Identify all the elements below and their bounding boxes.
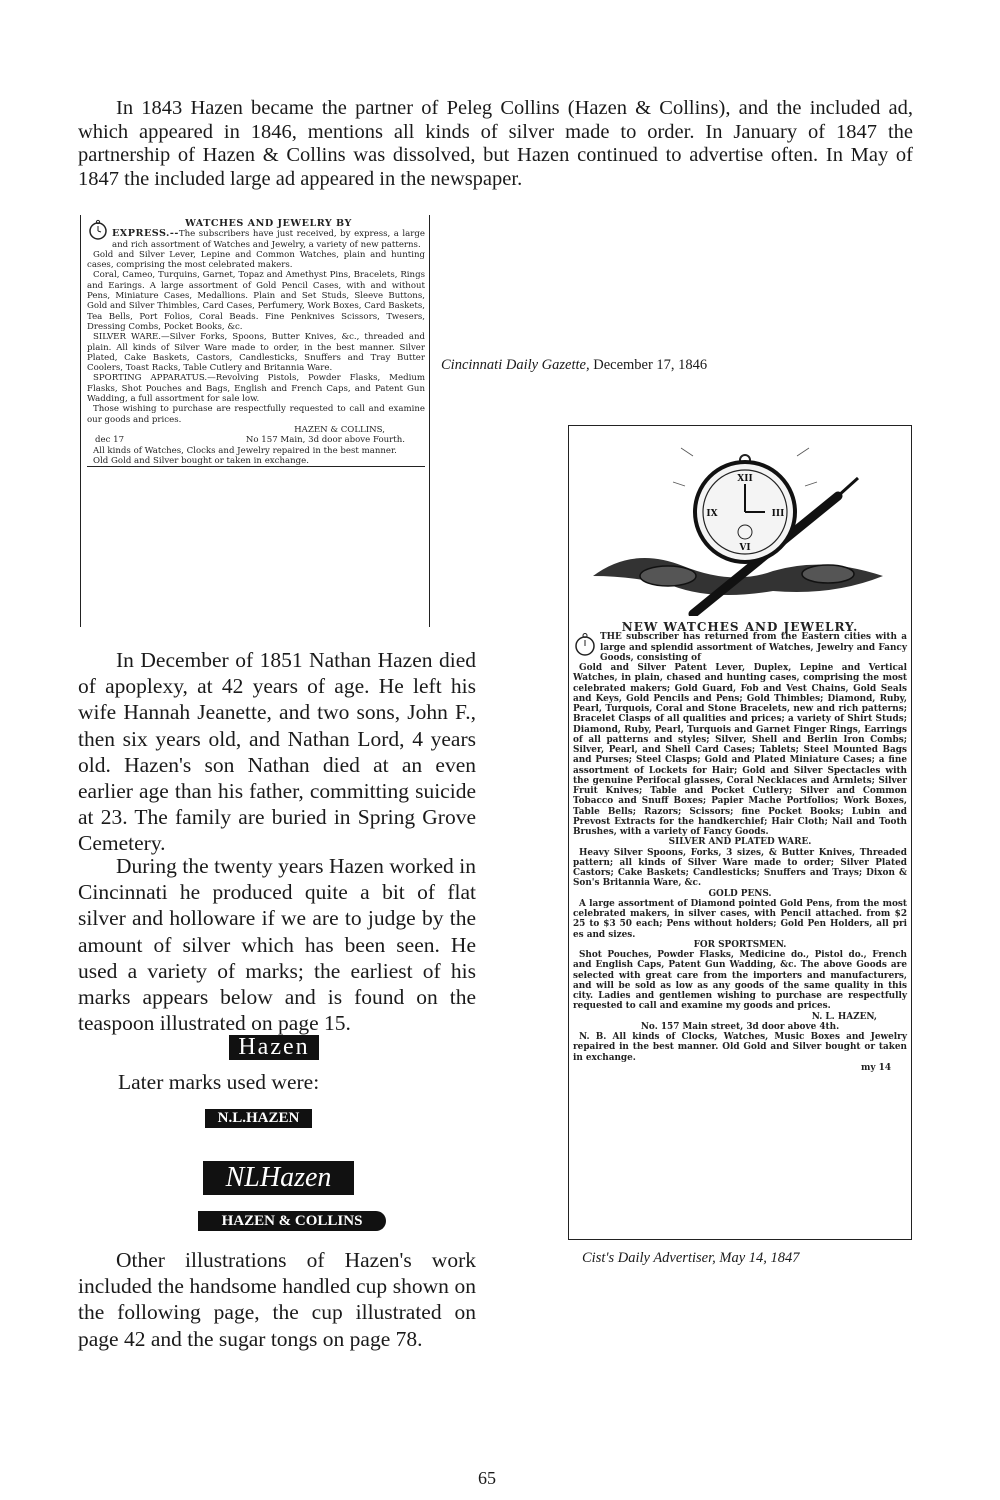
nl-hazen-mark: N.L.HAZEN — [205, 1109, 312, 1128]
pocket-watch-icon — [573, 632, 597, 658]
ad1-silver-ware: SILVER WARE.—Silver Forks, Spoons, Butter Knives, &c., threaded and plain. All kinds of Silver Ware made to order, in the best manner. Silver Plated, Cake Baskets, Castors, Candlesticks, Snuffers and Tray Butter Coolers, Toast Racks, Table Cutlery and Britannia Ware. — [87, 332, 425, 374]
ad2-nb: N. B. All kinds of Clocks, Watches, Music Boxes and Jewelry repaired in the best manner. Old Gold and Silver bought or taken in exchange. — [573, 1032, 907, 1063]
ad1-lead: The subscribers have just received, by express, a large and rich assortment of Watches and Jewelry, a variety of new patterns. — [112, 229, 425, 250]
caption-1846-source: Cincinnati Daily Gazette, — [441, 357, 590, 373]
ad2-pens-heading: GOLD PENS. — [708, 888, 772, 899]
pocket-watch-icon — [87, 219, 109, 241]
ad1-signature: HAZEN & COLLINS, — [294, 424, 385, 435]
ad2-silver: Heavy Silver Spoons, Forks, 3 sizes, & Butter Knives, Threaded pattern; all kinds of Silver Ware made to order; Silver Plated Castors; Cake Baskets; Candlesticks; Snuffers and Trays; Dixon & Son's Britannia Ware, &c. — [573, 847, 907, 889]
ad2-body: Gold and Silver Patent Lever, Duplex, Lepine and Vertical Watches, in plain, chased and hunting cases, comprising the most celebrated makers; Gold Guard, Fob and Vest Chains, Gold Seals and Keys, Gold Pencils and Pens; Gold Thimbles; Diamond, Ruby, Pearl, Turquois, Coral and Stone Bracelets, new and rich patterns; Bracelet Clasps of all qualities and prices; a variety of Shirt Studs; Diamond, Ruby, Pearl, Turquois and Garnet Finger Rings, Earrings of all patterns and styles; Silver, Shell and Berlin Iron Combs; Silver, Pearl, and Shell Card Cases; Tablets; Steel Mounted Bags and Purses; Steel Clasps; Gold and Plated Miniature Cases; a fine assortment of Lockets for Hair; Gold and Silver Spectacles with the genuine Perifocal glasses, Coral Necklaces and Armlets; Silver Fruit Knives; Table and Pocket Cutlery; Silver and Common Tobacco and Snuff Boxes; Papier Mache Portfolios; Work Boxes, Table Bells; Razors; Scissors; fine Pocket Books; Lubin and Prevost Extracts for the handkerchief; Hair Cloth; Nail and Tooth Brushes, with a variety of Fancy Goods. — [573, 663, 907, 837]
ad1-address: No 157 Main, 3d door above Fourth. — [245, 435, 405, 446]
ad1-sporting: SPORTING APPARATUS.—Revolving Pistols, Powder Flasks, Medium Flasks, Shot Pouches and Bags, English and French Caps, and Patent Gun Wadding, a full assortment for sale low. — [87, 373, 425, 405]
newspaper-ad-1847 — [568, 425, 912, 1240]
death-paragraph: In December of 1851 Nathan Hazen died of apoplexy, at 42 years of age. He left his wife Hannah Jeanette, and two sons, John F., then six years old, and Nathan Lord, 4 years old. Hazen's son Nathan died at an even earlier age than his father, committing suicide at 23. The family are buried in Spring Grove Cemetery. — [78, 648, 476, 856]
ad1-jewelry: Coral, Cameo, Turquins, Garnet, Topaz and Amethyst Pins, Bracelets, Rings and Earings. A large assortment of Gold Pencil Cases, with and without Pens, Miniature Cases, Medallions. Plain and Set Studs, Sleeve Buttons, Gold and Silver Thimbles, Card Cases, Perfumery, Work Boxes, Card Baskets, Tea Bells, Port Folios, Coral Beads. Fine Penknives Scissors, Twesers, Dressing Combs, Pocket Books, &c. — [87, 270, 425, 332]
newspaper-ad-1846 — [80, 215, 430, 627]
intro-paragraph: In 1843 Hazen became the partner of Peleg Collins (Hazen & Collins), and the included ad, which appeared in 1846, mentions all kinds of silver made to order. In January of 1847 the partnership of Hazen & Collins was dissolved, but Hazen continued to advertise often. In May of 1847 the included large ad appeared in the newspaper. — [78, 97, 913, 190]
ad2-address: No. 157 Main street, 3d door above 4th. — [640, 1021, 840, 1032]
ad2-sportsmen-heading: FOR SPORTSMEN. — [693, 939, 787, 950]
ad2-title: NEW WATCHES AND JEWELRY. — [621, 620, 859, 634]
other-illustrations-paragraph: Other illustrations of Hazen's work included the handsome handled cup shown on the following page, the cup illustrated on page 42 and the sugar tongs on page 78. — [78, 1248, 476, 1351]
ad1-heading-line2: EXPRESS.-- — [112, 228, 179, 240]
ad1-repairs: All kinds of Watches, Clocks and Jewelry repaired in the best manner. — [93, 445, 397, 456]
caption-1847-source: Cist's Daily Advertiser, — [582, 1250, 716, 1266]
caption-1846-date: December 17, 1846 — [589, 357, 708, 373]
ad2-pens: A large assortment of Diamond pointed Gold Pens, from the most celebrated makers, in silver cases, with Pencil attached. from $2 25 to $3 50 each; Pens without holders; Gold Pen Holders, all pri es and sizes. — [573, 898, 907, 940]
ad2-signature: N. L. HAZEN, — [811, 1011, 877, 1022]
svg-text:III: III — [771, 509, 785, 519]
svg-text:VI: VI — [739, 543, 751, 553]
hazen-collins-mark: HAZEN & COLLINS — [198, 1211, 386, 1231]
svg-text:IX: IX — [706, 509, 718, 519]
ad1-date: dec 17 — [95, 435, 125, 446]
caption-1847 — [582, 1250, 800, 1267]
nlhazen-script-mark: NLHazen — [203, 1161, 354, 1195]
later-marks-label: Later marks used were: — [118, 1070, 320, 1094]
hazen-mark: Hazen — [229, 1035, 319, 1060]
caption-1847-date: May 14, 1847 — [715, 1250, 800, 1266]
page-number: 65 — [478, 1468, 496, 1488]
ad2-silver-heading: SILVER AND PLATED WARE. — [668, 837, 812, 848]
ad1-old-gold: Old Gold and Silver bought or taken in exchange. — [87, 456, 425, 467]
svg-text:XII: XII — [737, 474, 753, 484]
ad1-heading-line1: WATCHES AND JEWELRY BY — [185, 218, 352, 229]
ad1-request: Those wishing to purchase are respectfully requested to call and examine our goods and prices. — [87, 404, 425, 425]
pocket-watch-and-pen-illustration — [573, 426, 907, 616]
caption-1846 — [441, 357, 707, 374]
ad2-date: my 14 — [861, 1062, 891, 1073]
marks-paragraph: During the twenty years Hazen worked in Cincinnati he produced quite a bit of flat silver and holloware if we are to judge by the amount of silver which has been seen. He used a variety of marks; the earliest of his marks appears below and is found on the teaspoon illustrated on page 15. — [78, 854, 476, 1036]
ad2-lead: THE subscriber has returned from the Eastern cities with a large and splendid assortment of Watches, Jewelry and Fancy Goods, consisting of — [600, 632, 907, 663]
ad1-watches: Gold and Silver Lever, Lepine and Common Watches, plain and hunting cases, comprising the most celebrated makers. — [87, 249, 425, 271]
ad2-sportsmen: Shot Pouches, Powder Flasks, Medicine do., Pistol do., French and English Caps, Patent Gun Wadding, &c. The above Goods are selected with great care from the importers and manufacturers, and will be sold as low as any goods of the same quality in this city. Ladies and gentlemen wishing to purchase are respectfully requested to call and examine my goods and prices. — [573, 950, 907, 1012]
